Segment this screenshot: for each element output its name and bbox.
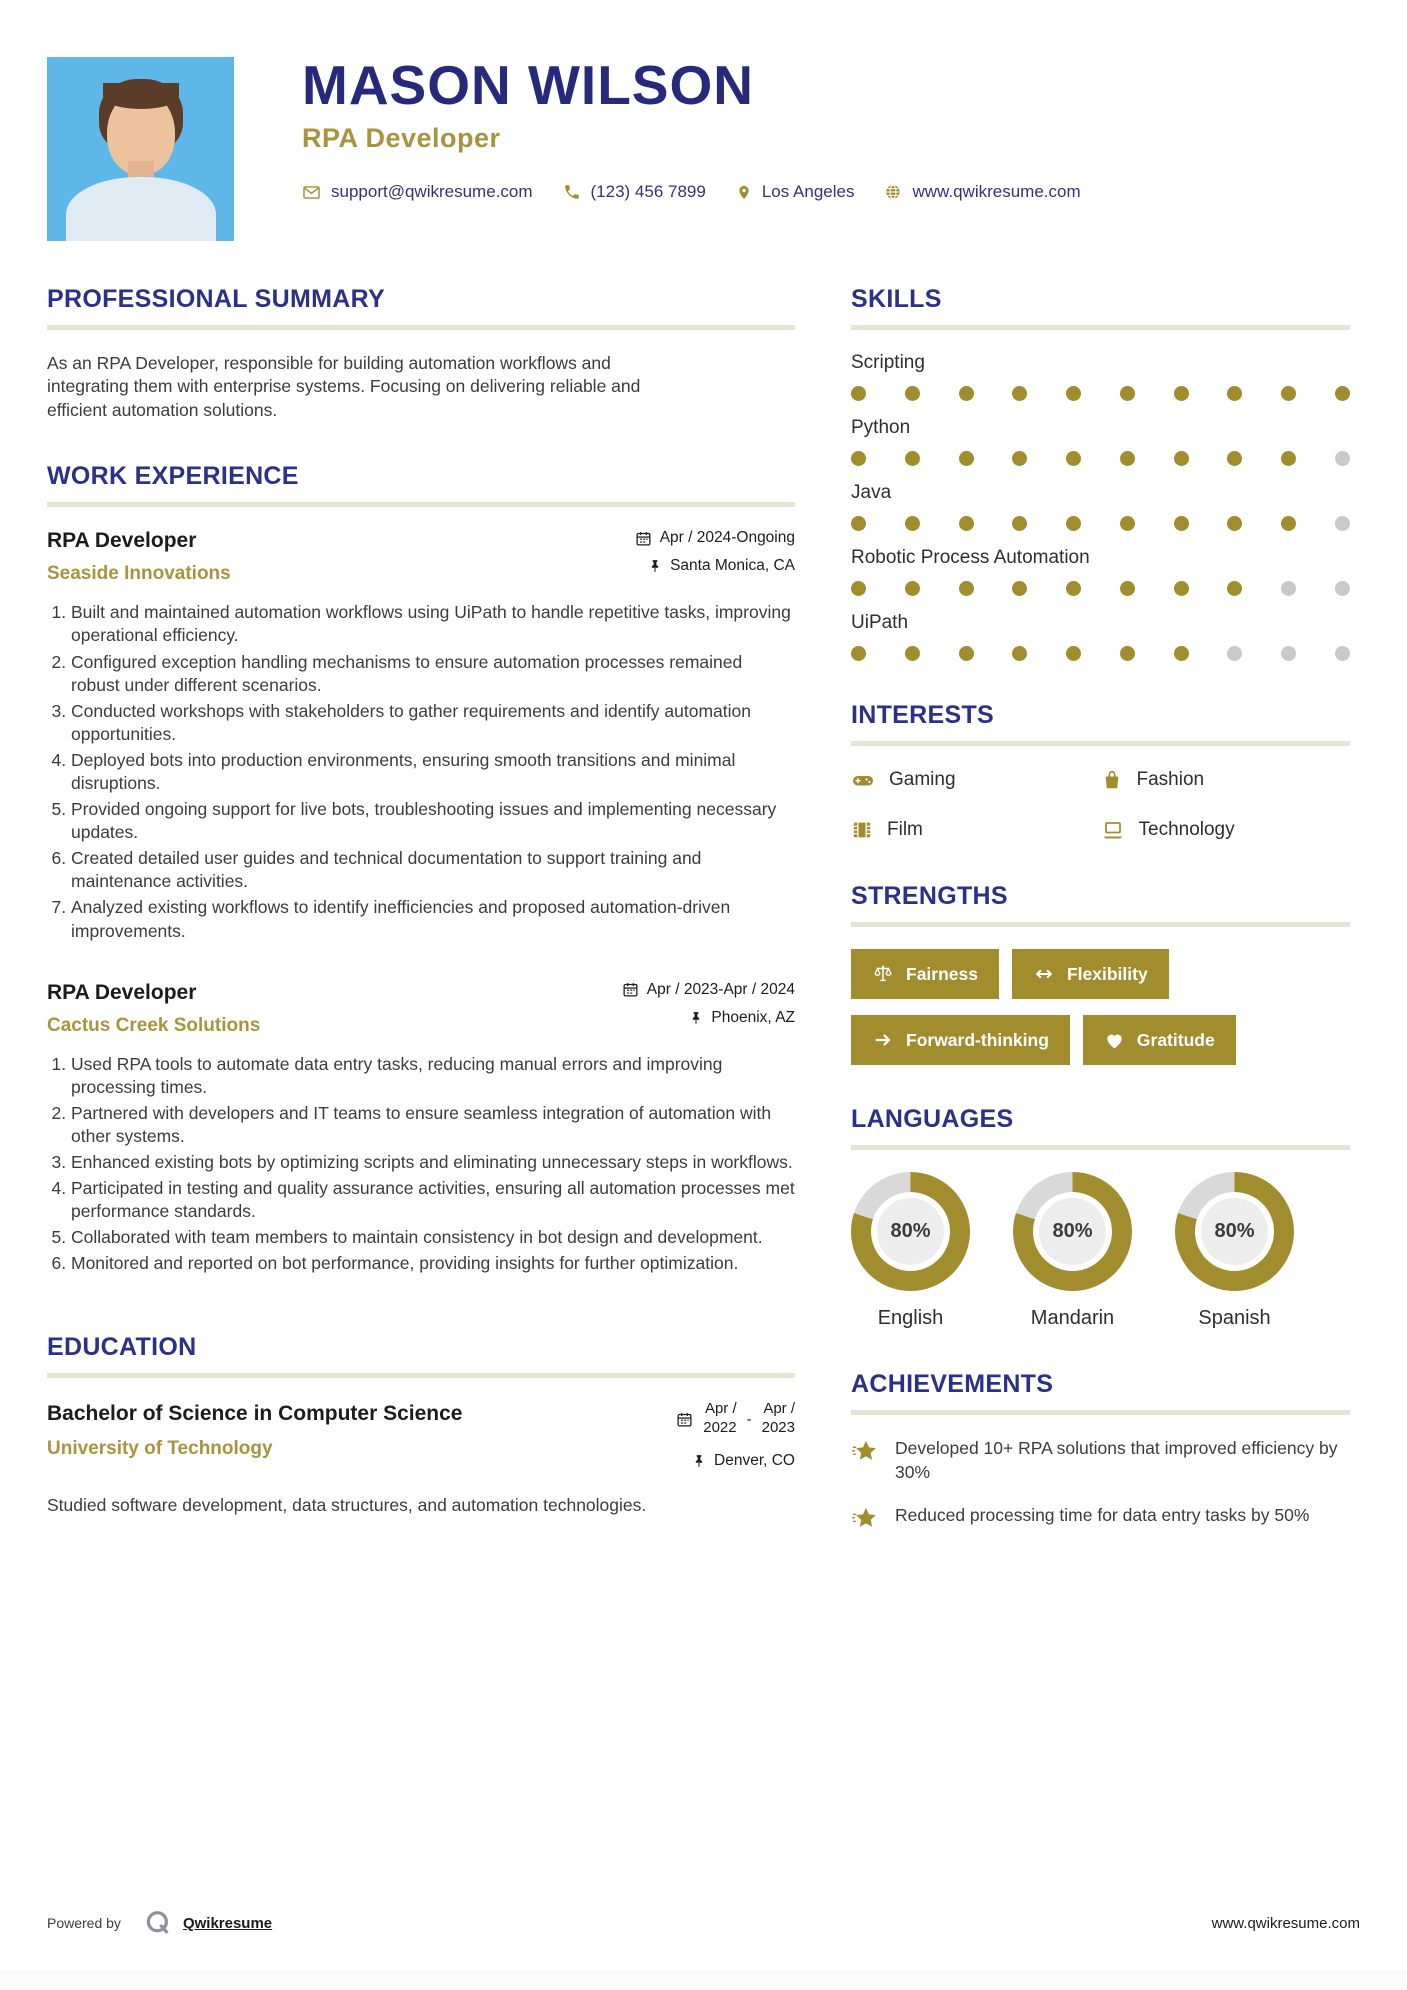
language-english: [851, 1172, 970, 1330]
skill-row: [851, 417, 1350, 466]
photo-shirt: [66, 177, 216, 241]
skill-dot-filled: [1227, 451, 1242, 466]
interest-label: Technology: [1138, 819, 1235, 840]
calendar-icon: [622, 981, 639, 998]
pushpin-icon: [689, 1010, 703, 1026]
skill-dot-filled: [1174, 386, 1189, 401]
language-name: Mandarin: [1030, 1307, 1115, 1329]
skill-dot-filled: [959, 386, 974, 401]
job-bullet: 7. Analyzed existing workflows to identify inefficiencies and proposed automation-driven improvements.: [71, 896, 795, 942]
strengths-heading: STRENGTHS: [851, 882, 1008, 910]
achievement-text: Reduced processing time for data entry tasks by 50%: [895, 1505, 1310, 1526]
job-bullet: 1. Used RPA tools to automate data entry tasks, reducing manual errors and improving processing times.: [71, 1053, 795, 1099]
skill-dots: [851, 451, 1350, 466]
interest-label: Gaming: [889, 769, 956, 790]
contact-location: [736, 182, 855, 202]
section-interests: [851, 701, 1350, 842]
strength-label: Fairness: [906, 963, 978, 984]
skill-dots: [851, 581, 1350, 596]
pushpin-icon: [648, 558, 662, 574]
pushpin-icon: [692, 1453, 706, 1469]
summary-heading: PROFESSIONAL SUMMARY: [47, 285, 385, 313]
skill-dot-filled: [959, 646, 974, 661]
skill-dot-empty: [1335, 581, 1350, 596]
skill-row: [851, 612, 1350, 661]
skill-dot-filled: [1066, 386, 1081, 401]
skill-dot-filled: [959, 451, 974, 466]
qwikresume-logo-icon: [143, 1908, 173, 1938]
skill-dot-filled: [1120, 516, 1135, 531]
job-location: Phoenix, AZ: [622, 1009, 795, 1027]
shopping-bag-icon: [1101, 769, 1123, 791]
skill-dot-filled: [959, 516, 974, 531]
section-skills: [851, 285, 1350, 661]
job-bullet: 6. Monitored and reported on bot performance, providing insights for further optimization.: [71, 1252, 795, 1275]
footer-website: www.qwikresume.com: [1211, 1914, 1360, 1932]
section-divider: [47, 502, 795, 507]
summary-text: As an RPA Developer, responsible for building automation workflows and integrating them with enterprise systems. Focusing on delivering reliable and efficient automation solutions.: [47, 353, 641, 420]
skill-dot-filled: [1066, 581, 1081, 596]
section-languages: [851, 1105, 1350, 1330]
language-mandarin: [1013, 1172, 1132, 1330]
skill-dot-empty: [1335, 451, 1350, 466]
skill-dot-empty: [1335, 516, 1350, 531]
education-dates: Apr / 2022 - Apr / 2023: [676, 1400, 795, 1438]
gamepad-icon: [851, 768, 875, 792]
date-separator: -: [746, 1410, 752, 1428]
email-icon: [302, 183, 321, 202]
achievement-item: [851, 1437, 1350, 1484]
achievements-heading: ACHIEVEMENTS: [851, 1370, 1054, 1398]
photo-fringe: [103, 83, 179, 109]
skill-dot-filled: [1281, 386, 1296, 401]
job-dates: Apr / 2023-Apr / 2024: [622, 981, 795, 999]
experience-heading: WORK EXPERIENCE: [47, 462, 299, 491]
language-name: Spanish: [1198, 1307, 1271, 1329]
section-divider: [851, 1145, 1350, 1150]
achievement-text: Developed 10+ RPA solutions that improved efficiency by 30%: [895, 1438, 1338, 1482]
skill-dot-filled: [1012, 451, 1027, 466]
bottom-strip: [0, 1970, 1407, 1990]
right-arrow-icon: [872, 1029, 894, 1051]
section-education: [47, 1333, 795, 1517]
skill-dot-filled: [905, 386, 920, 401]
job-bullet-list: [71, 601, 795, 942]
job-bullet-list: [71, 1053, 795, 1276]
language-progress-ring: [851, 1172, 970, 1291]
section-professional-summary: [47, 285, 795, 422]
phone-icon: [563, 183, 581, 201]
contact-row: [302, 182, 1081, 202]
job-location: Santa Monica, CA: [635, 557, 795, 575]
strength-badge-gratitude: [1083, 1015, 1236, 1065]
contact-website-text: www.qwikresume.com: [912, 182, 1081, 201]
job-bullet: 5. Collaborated with team members to maintain consistency in bot design and development.: [71, 1226, 795, 1249]
skill-dot-filled: [851, 581, 866, 596]
skill-dot-filled: [1066, 451, 1081, 466]
location-pin-icon: [736, 183, 752, 202]
education-description: Studied software development, data structures, and automation technologies.: [47, 1494, 647, 1515]
skill-dot-filled: [851, 646, 866, 661]
section-divider: [47, 325, 795, 330]
scales-icon: [872, 963, 894, 985]
skill-name: Scripting: [851, 352, 925, 373]
contact-location-text: Los Angeles: [761, 182, 855, 201]
contact-phone: [563, 182, 706, 202]
skill-name: Java: [851, 482, 892, 503]
contact-phone-text: (123) 456 7899: [590, 182, 706, 201]
skill-dot-filled: [959, 581, 974, 596]
job-bullet: 4. Deployed bots into production environments, ensuring smooth transitions and minimal disruptions.: [71, 749, 795, 795]
job-company: Seaside Innovations: [47, 563, 231, 585]
skill-dot-filled: [905, 451, 920, 466]
skill-name: Robotic Process Automation: [851, 547, 1090, 568]
header: [47, 47, 1350, 241]
interest-gaming: [851, 768, 1101, 792]
degree-title: Bachelor of Science in Computer Science: [47, 1402, 463, 1426]
job-bullet: 6. Created detailed user guides and technical documentation to support training and maintenance activities.: [71, 847, 795, 893]
person-job-title: RPA Developer: [302, 123, 501, 153]
skill-dot-filled: [851, 516, 866, 531]
skill-dot-filled: [1174, 646, 1189, 661]
language-percent: 80%: [1039, 1198, 1106, 1265]
job-dates: Apr / 2024-Ongoing: [635, 529, 795, 547]
skill-dot-filled: [905, 516, 920, 531]
strength-badge-flexibility: [1012, 949, 1169, 999]
skill-dot-filled: [1066, 516, 1081, 531]
skill-dot-filled: [1281, 516, 1296, 531]
interest-fashion: [1101, 768, 1351, 792]
skill-name: Python: [851, 417, 911, 438]
globe-icon: [884, 183, 902, 201]
skill-dot-filled: [1174, 581, 1189, 596]
skill-dot-filled: [851, 451, 866, 466]
skill-dot-filled: [1335, 386, 1350, 401]
skill-dot-empty: [1227, 646, 1242, 661]
calendar-icon: [676, 1411, 693, 1428]
strength-label: Flexibility: [1066, 963, 1148, 984]
contact-email: [302, 182, 533, 202]
job-bullet: 1. Built and maintained automation workflows using UiPath to handle repetitive tasks, improving operational efficiency.: [71, 601, 795, 647]
skill-name: UiPath: [851, 612, 909, 633]
person-name: MASON WILSON: [302, 54, 754, 116]
languages-heading: LANGUAGES: [851, 1105, 1014, 1133]
language-name: English: [877, 1307, 944, 1329]
job-bullet: 4. Participated in testing and quality assurance activities, ensuring all automation processes met performance standards.: [71, 1177, 795, 1223]
section-achievements: [851, 1370, 1350, 1533]
job-bullet: 5. Provided ongoing support for live bots, troubleshooting issues and implementing necessary updates.: [71, 798, 795, 844]
interest-label: Film: [887, 819, 923, 840]
education-location: Denver, CO: [676, 1452, 795, 1470]
skill-dot-empty: [1335, 646, 1350, 661]
education-heading: EDUCATION: [47, 1333, 197, 1362]
skill-dot-filled: [1174, 451, 1189, 466]
skill-dot-filled: [1174, 516, 1189, 531]
section-divider: [851, 325, 1350, 330]
interest-label: Fashion: [1136, 769, 1205, 790]
job-bullet: 2. Partnered with developers and IT teams to ensure seamless integration of automation with other systems.: [71, 1102, 795, 1148]
skill-row: [851, 482, 1350, 531]
job-bullet: 3. Enhanced existing bots by optimizing scripts and eliminating unnecessary steps in workflows.: [71, 1151, 795, 1174]
skill-dot-filled: [1120, 386, 1135, 401]
skill-dot-filled: [1120, 646, 1135, 661]
skill-row: [851, 547, 1350, 596]
school-name: University of Technology: [47, 1437, 273, 1459]
interest-technology: [1101, 818, 1351, 842]
strength-label: Gratitude: [1136, 1029, 1215, 1050]
powered-by-label: Powered by: [47, 1915, 121, 1931]
language-percent: 80%: [1201, 1198, 1268, 1265]
skill-dot-filled: [1012, 516, 1027, 531]
skill-dot-filled: [905, 581, 920, 596]
skill-dots: [851, 386, 1350, 401]
contact-email-text: support@qwikresume.com: [331, 182, 533, 201]
section-divider: [851, 741, 1350, 746]
language-progress-ring: [1175, 1172, 1294, 1291]
heart-icon: [1104, 1030, 1125, 1051]
skill-dot-filled: [1120, 581, 1135, 596]
skill-dot-filled: [1227, 581, 1242, 596]
section-divider: [851, 1410, 1350, 1415]
job-bullet: 3. Conducted workshops with stakeholders to gather requirements and identify automation opportunities.: [71, 700, 795, 746]
profile-photo: [47, 57, 234, 241]
skill-dot-filled: [1066, 646, 1081, 661]
footer: [47, 1908, 1360, 1938]
job-title: RPA Developer: [47, 529, 197, 553]
skill-dot-filled: [905, 646, 920, 661]
qwikresume-link[interactable]: Qwikresume: [182, 1914, 273, 1932]
skill-dot-filled: [1012, 646, 1027, 661]
section-divider: [47, 1373, 795, 1378]
left-right-arrow-icon: [1033, 963, 1055, 985]
skill-dot-filled: [1120, 451, 1135, 466]
contact-website: [884, 182, 1080, 202]
strength-badge-fairness: [851, 949, 999, 999]
skill-dot-filled: [1227, 386, 1242, 401]
star-icon: [851, 1437, 879, 1484]
job-entry-2: [47, 981, 795, 1276]
skill-dot-filled: [851, 386, 866, 401]
interests-heading: INTERESTS: [851, 701, 994, 729]
language-percent: 80%: [877, 1198, 944, 1265]
language-progress-ring: [1013, 1172, 1132, 1291]
section-work-experience: [47, 462, 795, 1275]
skill-dot-filled: [1012, 581, 1027, 596]
calendar-icon: [635, 530, 652, 547]
section-strengths: [851, 882, 1350, 1065]
skill-dot-filled: [1281, 451, 1296, 466]
job-title: RPA Developer: [47, 980, 197, 1004]
film-icon: [851, 819, 873, 841]
skill-dot-filled: [1227, 516, 1242, 531]
skill-dot-empty: [1281, 581, 1296, 596]
job-entry-1: [47, 529, 795, 942]
achievement-item: [851, 1504, 1350, 1533]
strength-label: Forward-thinking: [906, 1029, 1049, 1050]
strength-badge-forward-thinking: [851, 1015, 1070, 1065]
skills-heading: SKILLS: [851, 285, 942, 313]
job-bullet: 2. Configured exception handling mechanisms to ensure automation processes remained robust under different scenarios.: [71, 651, 795, 697]
skill-dot-filled: [1012, 386, 1027, 401]
star-icon: [851, 1504, 879, 1533]
job-company: Cactus Creek Solutions: [47, 1014, 261, 1036]
skill-dot-empty: [1281, 646, 1296, 661]
language-spanish: [1175, 1172, 1294, 1330]
laptop-icon: [1101, 818, 1125, 842]
section-divider: [851, 922, 1350, 927]
skill-row: [851, 352, 1350, 401]
skill-dots: [851, 516, 1350, 531]
interest-film: [851, 818, 1101, 842]
skill-dots: [851, 646, 1350, 661]
